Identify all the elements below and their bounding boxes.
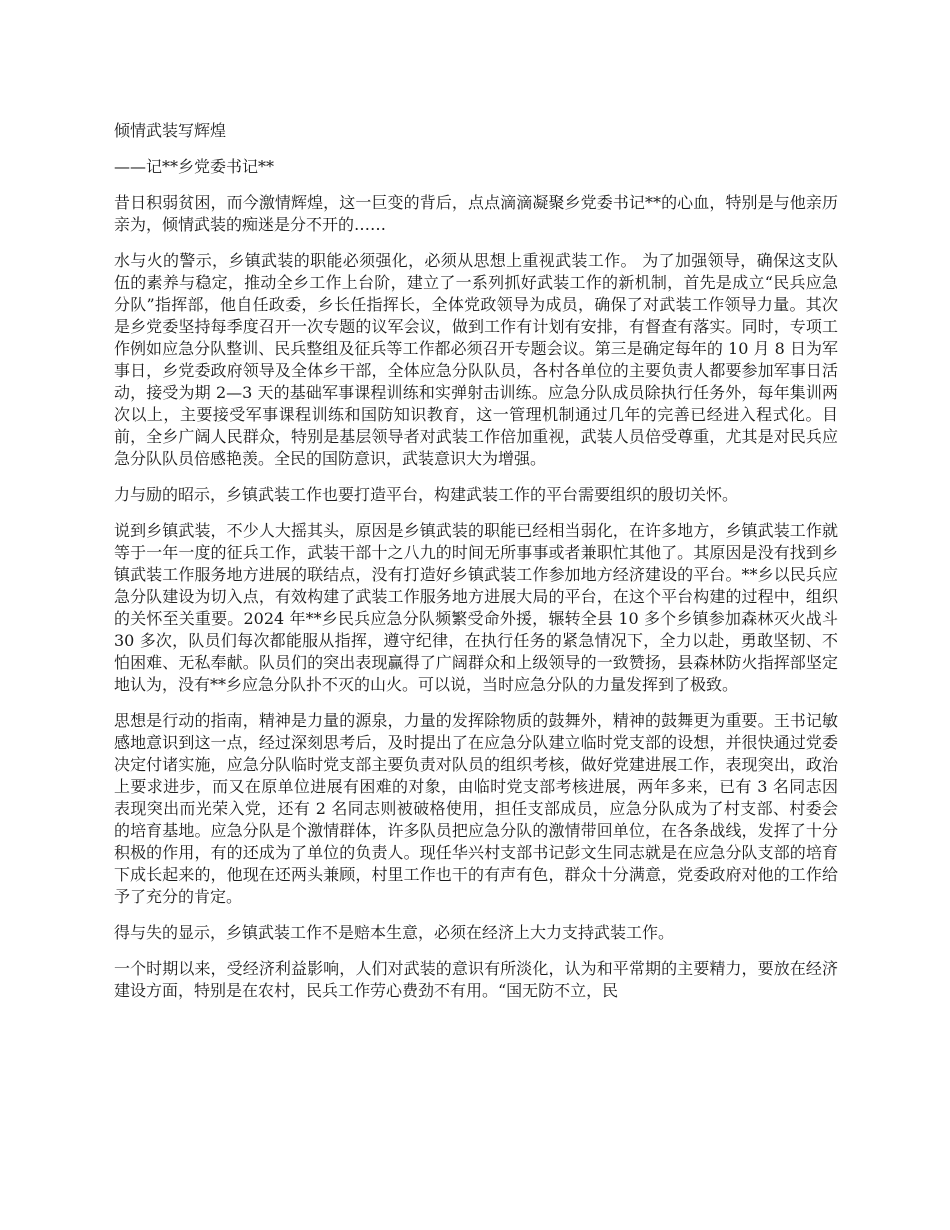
paragraph-gain-loss-heading: 得与失的显示，乡镇武装工作不是赔本生意，必须在经济上大力支持武装工作。 bbox=[114, 923, 675, 942]
paragraph-township-armed: 说到乡镇武装，不少人大摇其头，原因是乡镇武装的职能已经相当弱化，在许多地方，乡镇武装工作就等于一年一度的征兵工作，武装干部十之八九的时间无所事事或者兼职忙其他了。其原因是没有找到乡镇武装工作服务地方进展的联结点，没有打造好乡镇武装工作参加地方经济建设的平台。**乡以民兵应急分队建设为切入点，有效构建了武装工作服务地方进展大局的平台，在这个平台构建的过程中，组织的关怀至关重要。2024 年**乡民兵应急分队频繁受命外援，辗转全县 10 多个乡镇参加森林灭火战斗 30 多次，队员们每次都能服从指挥，遵守纪律，在执行任务的紧急情况下，全力以赴，勇敢坚韧、不怕困难、无私奉献。队员们的突出表现赢得了广阔群众和上级领导的一致赞扬，县森林防火指挥部坚定地认为，没有**乡应急分队扑不灭的山火。可以说，当时应急分队的力量发挥到了极致。 bbox=[114, 521, 838, 694]
paragraph-economy: 一个时期以来，受经济利益影响，人们对武装的意识有所淡化，认为和平常期的主要精力，要放在经济建设方面，特别是在农村，民兵工作劳心费劲不有用。“国无防不立，民 bbox=[114, 959, 838, 1000]
paragraph-intro: 昔日积弱贫困，而今激情辉煌，这一巨变的背后，点点滴滴凝聚乡党委书记**的心血，特别是与他亲历亲为，倾情武装的痴迷是分不开的…… bbox=[114, 193, 838, 234]
paragraph-strength-heading: 力与励的昭示，乡镇武装工作也要打造平台，构建武装工作的平台需要组织的殷切关怀。 bbox=[114, 485, 739, 504]
document-title: 倾情武装写辉煌 bbox=[114, 121, 227, 140]
paragraph-water-fire: 水与火的警示，乡镇武装的职能必须强化，必须从思想上重视武装工作。 为了加强领导，确保这支队伍的素养与稳定，推动全乡工作上台阶，建立了一系列抓好武装工作的新机制，首先是成立“民兵应急分队”指挥部，他自任政委，乡长任指挥长，全体党政领导为成员，确保了对武装工作领导力量。其次是乡党委坚持每季度召开一次专题的议军会议，做到工作有计划有安排，有督查有落实。同时，专项工作例如应急分队整训、民兵整组及征兵等工作都必须召开专题会议。第三是确定每年的 10 月 8 日为军事日，乡党委政府领导及全体乡干部，全体应急分队队员，各村各单位的主要负责人都要参加军事日活动，接受为期 2—3 天的基础军事课程训练和实弹射击训练。应急分队成员除执行任务外，每年集训两次以上，主要接受军事课程训练和国防知识教育，这一管理机制通过几年的完善已经进入程式化。目前，全乡广阔人民群众，特别是基层领导者对武装工作倍加重视，武装人员倍受尊重，尤其是对民兵应急分队队员倍感艳羡。全民的国防意识，武装意识大为增强。 bbox=[114, 251, 838, 468]
paragraph-ideology: 思想是行动的指南，精神是力量的源泉，力量的发挥除物质的鼓舞外，精神的鼓舞更为重要。王书记敏感地意识到这一点，经过深刻思考后，及时提出了在应急分队建立临时党支部的设想，并很快通过党委决定付诸实施，应急分队临时党支部主要负责对队员的组织考核，做好党建进展工作，表现突出，政治上要求进步，而又在原单位进展有困难的对象，由临时党支部考核进展，两年多来，已有 3 名同志因表现突出而光荣入党，还有 2 名同志则被破格使用，担任支部成员，应急分队成为了村支部、村委会的培育基地。应急分队是个激情群体，许多队员把应急分队的激情带回单位，在各条战线，发挥了十分积极的作用，有的还成为了单位的负责人。现任华兴村支部书记彭文生同志就是在应急分队支部的培育下成长起来的，他现在还两头兼顾，村里工作也干的有声有色，群众十分满意，党委政府对他的工作给予了充分的肯定。 bbox=[114, 711, 838, 906]
document-page bbox=[114, 120, 838, 1016]
document-subtitle: ——记**乡党委书记** bbox=[114, 157, 275, 176]
